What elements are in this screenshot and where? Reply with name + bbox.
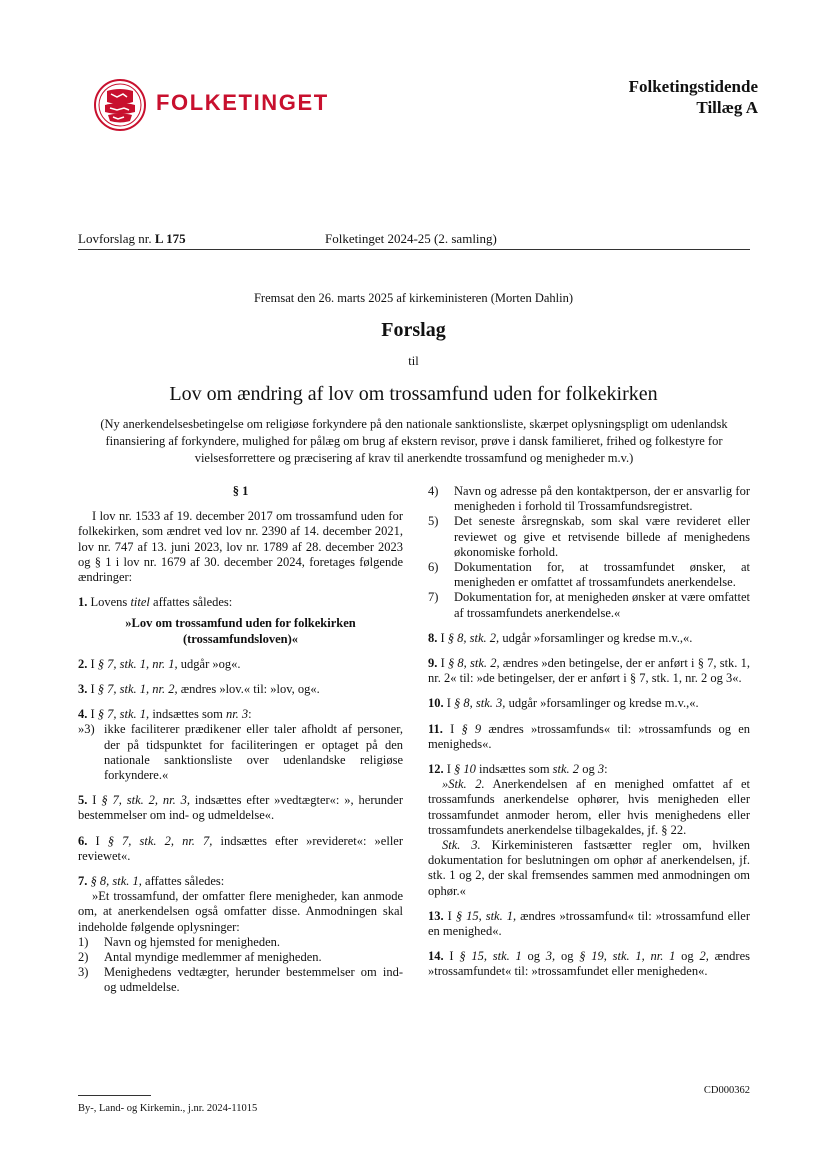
- change-2: 2. I § 7, stk. 1, nr. 1, udgår »og«.: [78, 656, 241, 671]
- change-1: 1. Lovens titel affattes således:: [78, 595, 233, 610]
- list-item: »3) ikke faciliterer prædikener eller taler afholdt af personer, der på tidspunktet for faciliteringen er optaget på den nationale sanktionsliste over udenlandske religiøse forkyndere.«: [78, 722, 403, 783]
- submission-line: Fremsat den 26. marts 2025 af kirkeministeren (Morten Dahlin): [253, 291, 574, 305]
- change-3: 3. I § 7, stk. 1, nr. 2, ændres »lov.« til: »lov, og«.: [78, 682, 320, 697]
- logo-wordmark: FOLKETINGET: [156, 90, 329, 115]
- law-title: Lov om ændring af lov om trossamfund uden for folkekirken: [169, 383, 658, 405]
- heading-til: til: [408, 354, 419, 368]
- list-item: 6) Dokumentation for, at trossamfundet ønsker, at menigheden er omfattet af trossamfundets anerkendelse.: [428, 560, 750, 590]
- list-item: 2) Antal myndige medlemmer af menigheden.: [78, 950, 322, 965]
- left-column: [78, 484, 403, 996]
- list-item: 1) Navn og hjemsted for menigheden.: [78, 934, 280, 949]
- change-14: 14. I § 15, stk. 1 og 3, og § 19, stk. 1, nr. 1 og 2, ændres »trossamfundet« til: »trossamfundet eller menigheden«.: [428, 949, 750, 979]
- list-item: 5) Det seneste årsregnskab, som skal være revideret eller reviewet og give et retvisende billede af menighedens økonomiske forhold.: [428, 514, 750, 559]
- list-item: 7) Dokumentation for, at menigheden ønsker at være omfattet af trossamfundets anerkendelse.«: [428, 590, 750, 620]
- list-item: 3) Menighedens vedtægter, herunder bestemmelser om ind- og udmeldelse.: [78, 965, 403, 995]
- change-7-text: »Et trossamfund, der omfatter flere menigheder, kan anmode om, at anerkendelsen også omfatter disse. Anmodningen skal indeholde følgende oplysninger:: [78, 889, 403, 934]
- change-12-stk3: Stk. 3. Kirkeministeren fastsætter regler om, hvilken dokumentation for beslutningen om ophør af anerkendelsen, jf. stk. 1 og 2, der skal fremsendes sammen med anmodningen om ophør.«: [428, 838, 750, 898]
- change-7: 7. § 8, stk. 1, affattes således:: [78, 874, 225, 889]
- change-10: 10. I § 8, stk. 3, udgår »forsamlinger og kredse m.v.,«.: [428, 696, 699, 711]
- folketinget-logo: [93, 78, 333, 132]
- section-intro: I lov nr. 1533 af 19. december 2017 om trossamfund uden for folkekirken, som ændret ved lov nr. 2390 af 14. december 2021, lov nr. 747 af 13. juni 2023, lov nr. 1789 af 28. december 2023 og § 1 i lov nr. 1679 af 30. december 2024, foretages følgende ændringer:: [78, 509, 403, 585]
- bill-number: Lovforslag nr. L 175: [78, 231, 186, 246]
- change-13: 13. I § 15, stk. 1, ændres »trossamfund« til: »trossamfund eller en menighed«.: [428, 908, 751, 939]
- change-11: 11. I § 9 ændres »trossamfunds« til: »trossamfunds og en menigheds«.: [428, 721, 751, 751]
- document-code: CD000362: [703, 1085, 750, 1096]
- right-column: [428, 484, 750, 980]
- change-4: 4. I § 7, stk. 1, indsættes som nr. 3:: [78, 707, 252, 722]
- footnote-divider: [78, 1095, 151, 1096]
- change-8: 8. I § 8, stk. 2, udgår »forsamlinger og kredse m.v.,«.: [428, 630, 693, 645]
- heading-forslag: Forslag: [381, 319, 446, 341]
- change-5: 5. I § 7, stk. 2, nr. 3, indsættes efter »vedtægter«: », herunder bestemmelser om ind- og udmeldelse«.: [78, 793, 403, 823]
- change-12-stk2: »Stk. 2. Anerkendelsen af en menighed omfattet af et trossamfunds anerkendelse ophører, hvis menigheden eller trossamfundet anmoder herom, eller hvis menighedens eller trossamfundets anerkendelse tilbagekaldes, jf. § 22.: [428, 777, 750, 837]
- new-title-quote: »Lov om trossamfund uden for folkekirken (trossamfundsloven)«: [125, 616, 356, 646]
- coat-of-arms-icon: [93, 78, 147, 132]
- section-heading: § 1: [232, 484, 249, 498]
- session-label: Folketinget 2024-25 (2. samling): [325, 231, 497, 246]
- list-item: 4) Navn og adresse på den kontaktperson, der er ansvarlig for menigheden i forhold til Trossamfundsregistret.: [428, 484, 750, 514]
- change-6: 6. I § 7, stk. 2, nr. 7, indsættes efter »revideret«: »eller reviewet«.: [78, 833, 403, 863]
- law-subtitle: (Ny anerkendelsesbetingelse om religiøse forkyndere på den nationale sanktionsliste, skærpet oplysningspligt om udenlandsk finansiering af forkyndere, mulighed for pålæg om brug af ekstern revisor, prøve i dansk familieret, frihed og folkestyre for vielsesforrettere og præcisering af krav til anerkendte trossamfund og menigheder m.v.): [100, 417, 728, 465]
- header-divider: [78, 249, 750, 250]
- footnote: By-, Land- og Kirkemin., j.nr. 2024-11015: [78, 1103, 258, 1114]
- publication-supplement: Tillæg A: [696, 98, 758, 117]
- publication-name: [629, 76, 758, 118]
- publication-title: Folketingstidende: [628, 77, 758, 96]
- change-9: 9. I § 8, stk. 2, ændres »den betingelse, der er anført i § 7, stk. 1, nr. 2« til: »de betingelser, der er anført i § 7, stk. 1, nr. 2 og 3«.: [428, 656, 751, 686]
- change-12: 12. I § 10 indsættes som stk. 2 og 3:: [428, 762, 608, 777]
